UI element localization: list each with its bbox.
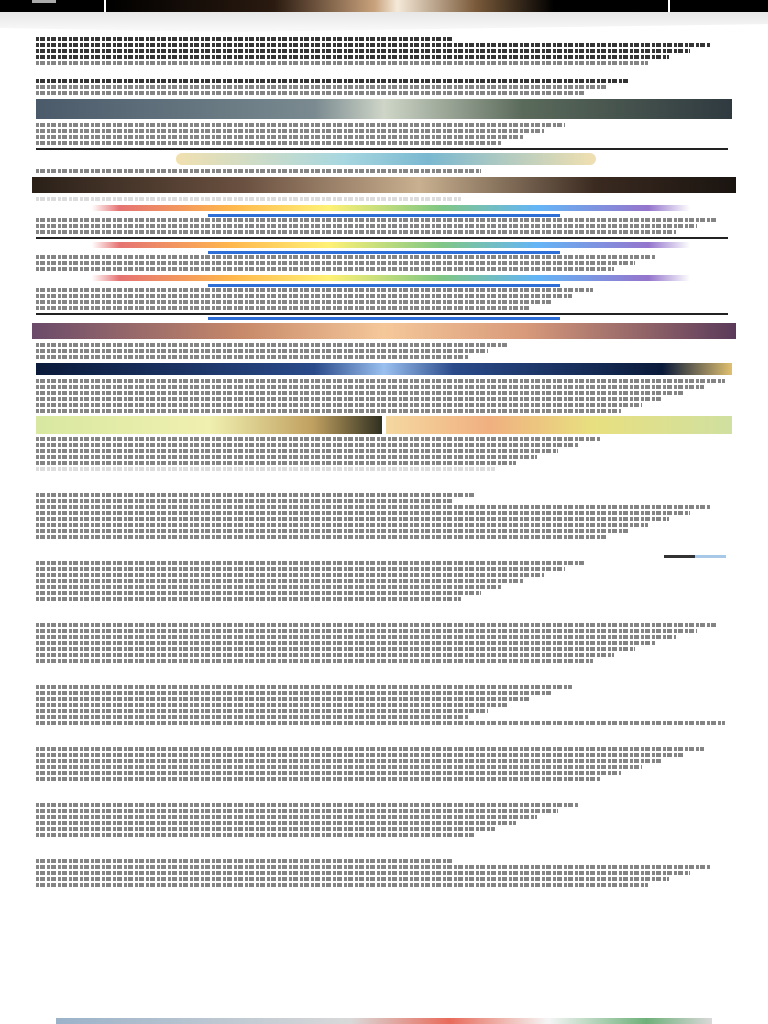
para-line xyxy=(36,658,593,664)
menu-icon[interactable] xyxy=(32,0,56,3)
footer-image-strip xyxy=(56,1018,712,1024)
image-panel-row xyxy=(36,416,732,434)
para-line xyxy=(36,776,600,782)
list-line xyxy=(36,354,468,360)
image-strip-3 xyxy=(32,177,736,193)
list-line xyxy=(36,266,614,272)
intro-line xyxy=(36,60,648,66)
divider-rule xyxy=(36,313,728,315)
list-line xyxy=(36,466,495,472)
para-line xyxy=(36,832,474,838)
list-line xyxy=(36,305,530,311)
section-line xyxy=(36,90,586,96)
divider-rule xyxy=(36,148,728,150)
spacer xyxy=(36,726,732,746)
image-strip-5 xyxy=(36,363,732,375)
rainbow-strip-2 xyxy=(36,242,732,248)
banner-divider xyxy=(668,0,670,14)
pagination-active[interactable] xyxy=(664,555,695,558)
para-line xyxy=(36,596,461,602)
spacer xyxy=(36,782,732,802)
top-banner xyxy=(0,0,768,14)
article-body xyxy=(36,36,732,888)
accent-bar xyxy=(208,317,560,320)
spacer xyxy=(36,472,732,492)
spacer xyxy=(36,66,732,78)
list-line xyxy=(36,140,502,146)
banner-hero-image xyxy=(106,0,666,14)
spacer xyxy=(36,838,732,858)
rainbow-strip-3 xyxy=(36,275,732,281)
para-line xyxy=(36,534,607,540)
image-strip-1 xyxy=(36,99,732,119)
image-panel-left xyxy=(36,416,382,434)
header-swoosh xyxy=(0,12,768,32)
image-strip-2 xyxy=(176,153,596,165)
caption-line xyxy=(36,196,461,202)
spacer xyxy=(36,664,732,684)
rainbow-strip-1 xyxy=(36,205,732,211)
banner-left-tab[interactable] xyxy=(0,0,106,14)
pagination-inactive[interactable] xyxy=(695,555,726,558)
list-line xyxy=(36,168,481,174)
list-line xyxy=(36,229,676,235)
image-panel-right xyxy=(386,416,732,434)
para-line xyxy=(36,720,725,726)
pagination-indicator[interactable] xyxy=(664,555,726,558)
divider-rule xyxy=(36,237,728,239)
intro-block xyxy=(36,36,732,66)
list-line xyxy=(36,408,621,414)
image-strip-4 xyxy=(32,323,736,339)
spacer xyxy=(36,540,732,560)
para-line xyxy=(36,882,648,888)
spacer xyxy=(36,602,732,622)
